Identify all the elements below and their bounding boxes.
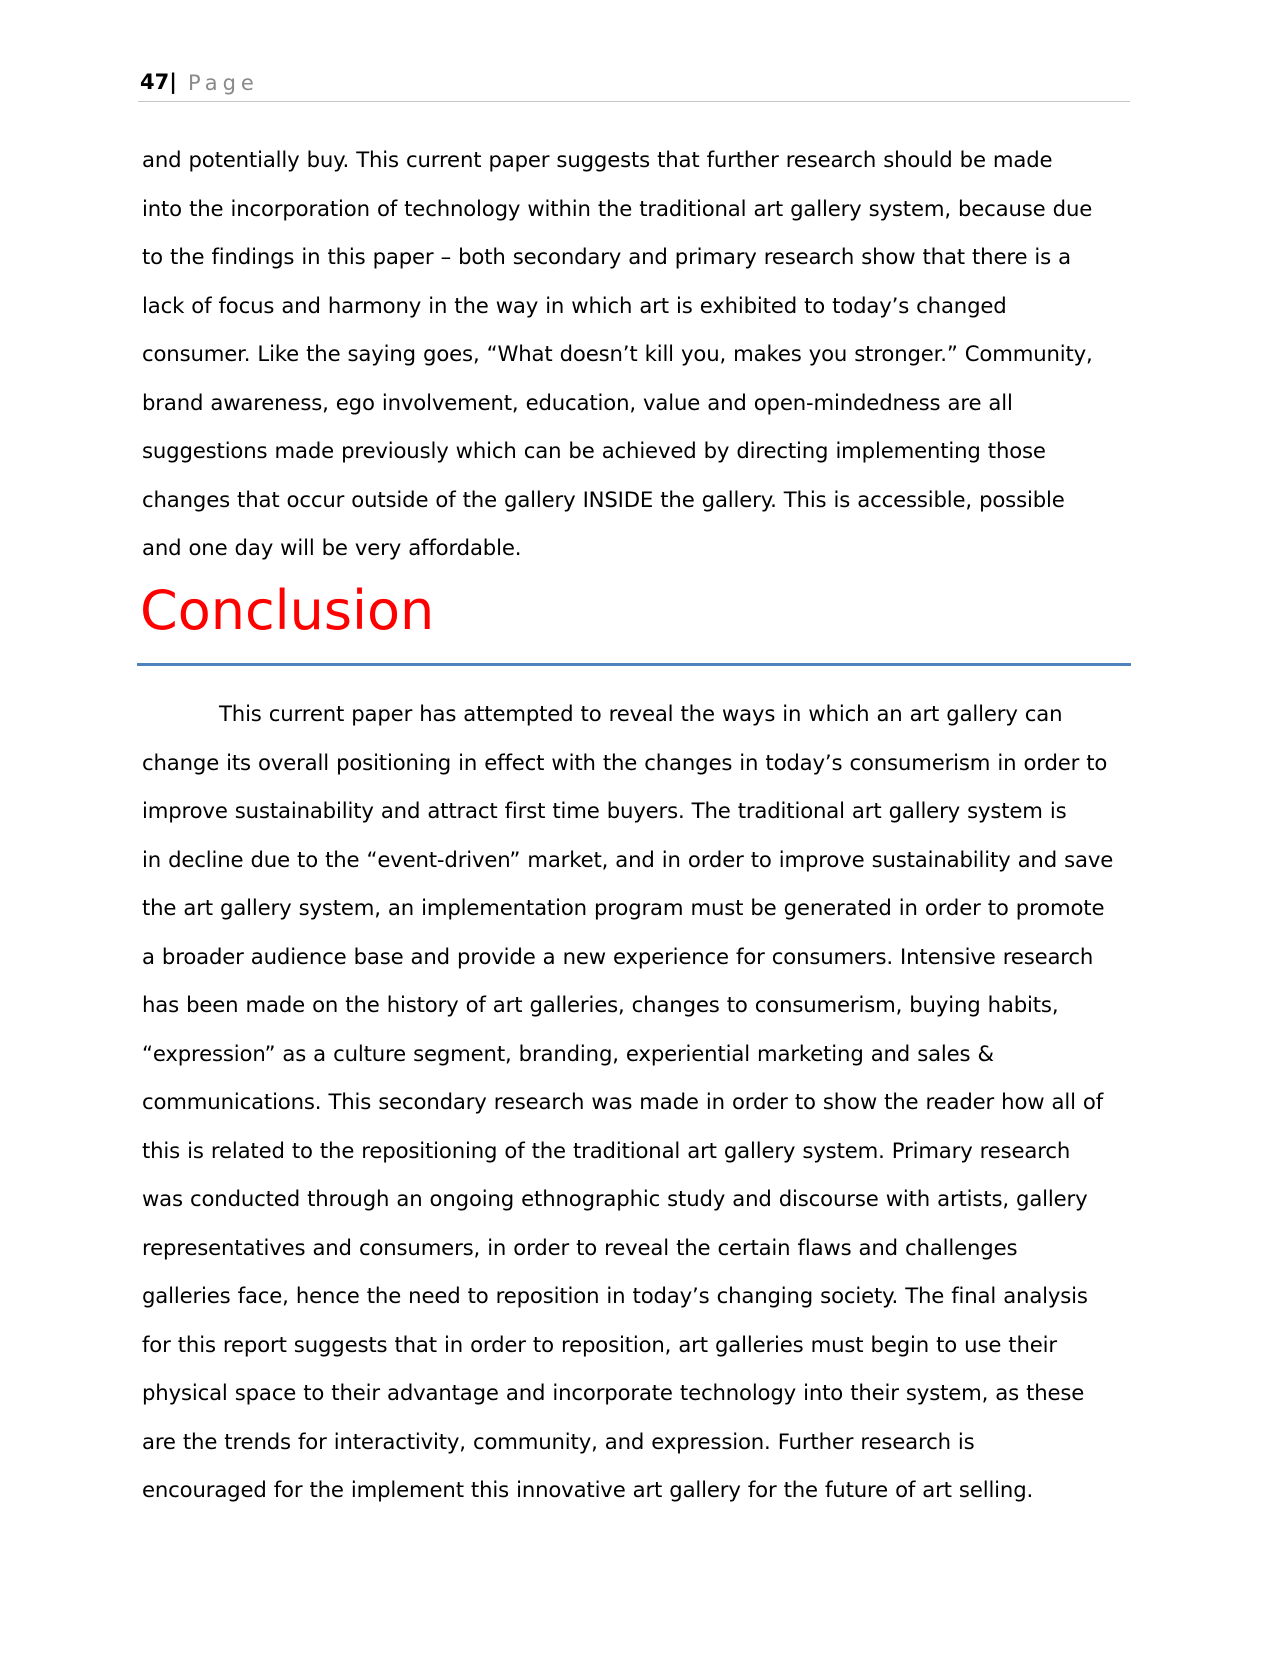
text-line: representatives and consumers, in order to reveal the certain flaws and challenges [142, 1234, 1018, 1260]
text-line: to the findings in this paper – both secondary and primary research show that there is a [142, 244, 1071, 269]
heading-divider [137, 663, 1131, 666]
text-line: for this report suggests that in order to reposition, art galleries must begin to use their [142, 1331, 1057, 1357]
text-line: has been made on the history of art galleries, changes to consumerism, buying habits, [142, 992, 1059, 1017]
text-line: suggestions made previously which can be achieved by directing implementing those [142, 438, 1046, 463]
text-line: and potentially buy. This current paper suggests that further research should be made [142, 147, 1053, 172]
text-line: This current paper has attempted to reveal the ways in which an art gallery can [219, 701, 1063, 726]
text-line: galleries face, hence the need to reposition in today’s changing society. The final analysis [142, 1283, 1088, 1308]
conclusion-heading: Conclusion [140, 579, 435, 642]
page-label: Page [188, 71, 259, 95]
text-line: and one day will be very affordable. [142, 535, 522, 560]
text-line: encouraged for the implement this innovative art gallery for the future of art selling. [142, 1477, 1034, 1502]
text-line: physical space to their advantage and incorporate technology into their system, as these [142, 1380, 1085, 1405]
text-line: change its overall positioning in effect with the changes in today’s consumerism in order to [142, 749, 1108, 775]
conclusion-paragraph [142, 690, 1140, 1515]
text-line: changes that occur outside of the gallery INSIDE the gallery. This is accessible, possible [142, 486, 1065, 512]
text-line: was conducted through an ongoing ethnographic study and discourse with artists, gallery [142, 1186, 1088, 1211]
text-line: into the incorporation of technology within the traditional art gallery system, because due [142, 195, 1093, 221]
text-line: brand awareness, ego involvement, education, value and open-mindedness are all [142, 389, 1013, 415]
text-line: consumer. Like the saying goes, “What doesn’t kill you, makes you stronger.” Community, [142, 341, 1093, 366]
page-header [138, 64, 1130, 102]
text-line: the art gallery system, an implementation program must be generated in order to promote [142, 895, 1105, 920]
text-line: improve sustainability and attract first time buyers. The traditional art gallery system is [142, 798, 1067, 823]
text-line: are the trends for interactivity, community, and expression. Further research is [142, 1428, 975, 1454]
text-line: this is related to the repositioning of the traditional art gallery system. Primary research [142, 1137, 1071, 1163]
intro-paragraph [142, 136, 1140, 573]
page-number: 47| [140, 70, 177, 94]
text-line: communications. This secondary research was made in order to show the reader how all of [142, 1089, 1104, 1114]
text-line: “expression” as a culture segment, branding, experiential marketing and sales & [142, 1040, 994, 1066]
text-line: a broader audience base and provide a new experience for consumers. Intensive research [142, 943, 1094, 969]
text-line: in decline due to the “event-driven” market, and in order to improve sustainability and save [142, 846, 1114, 872]
text-line: lack of focus and harmony in the way in which art is exhibited to today’s changed [142, 292, 1007, 318]
